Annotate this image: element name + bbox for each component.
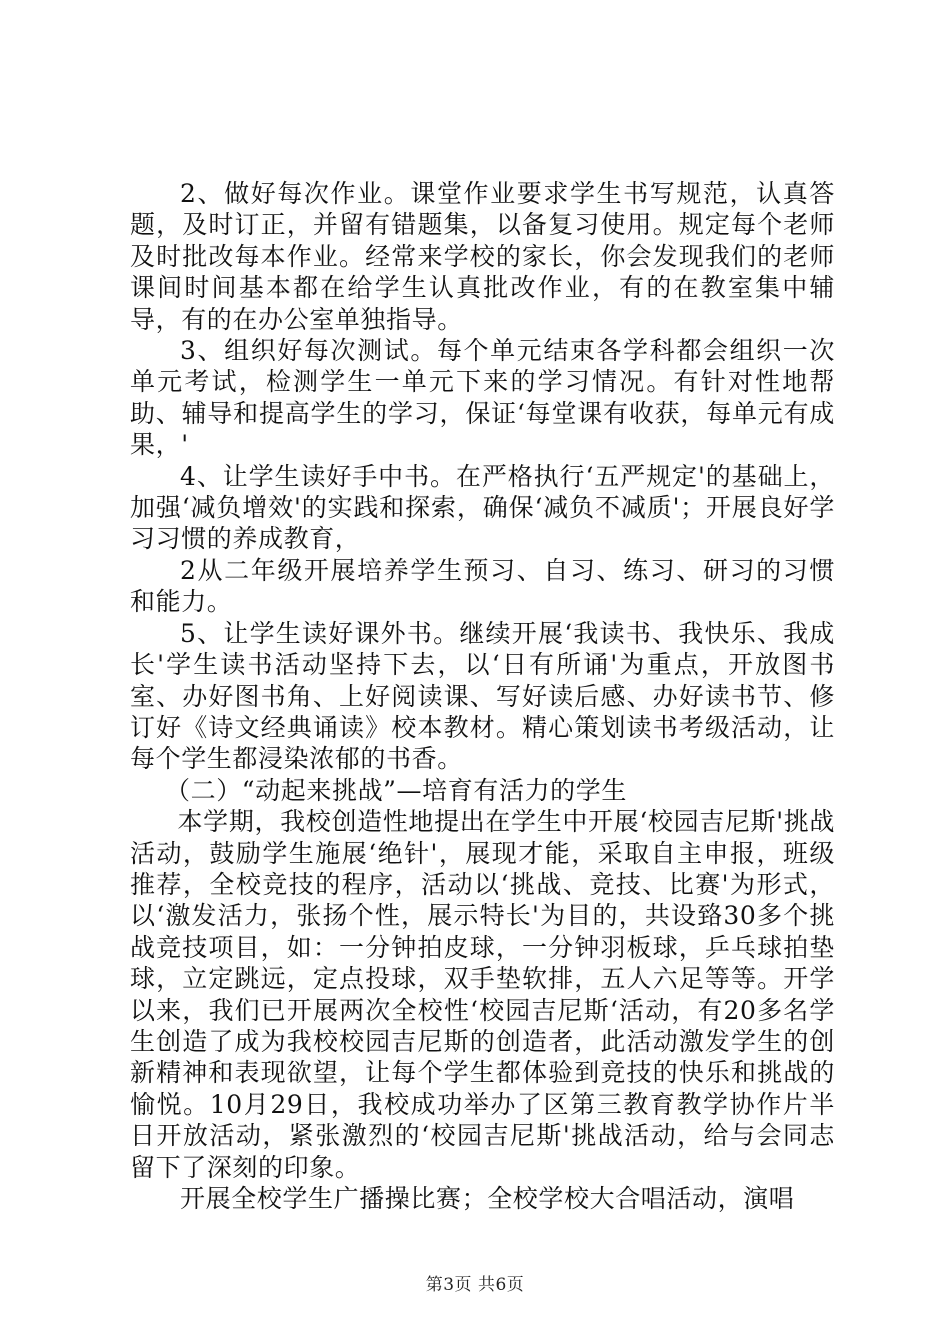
paragraph-tests: 3、组织好每次测试。每个单元结束各学科都会组织一次单元考试，检测学生一单元下来的学习情况。有针对性地帮助、辅导和提高学生的学习，保证‘每堂课有收获，每单元有成果，' bbox=[130, 336, 835, 460]
paragraph-reading-textbooks: 4、让学生读好手中书。在严格执行‘五严规定'的基础上，加强‘减负增效'的实践和探索，确保‘减负不减质'；开展良好学习习惯的养成教育， bbox=[130, 461, 835, 554]
page-number-footer: 第3页 共6页 bbox=[425, 1275, 525, 1295]
paragraph-extracurricular-reading: 5、让学生读好课外书。继续开展‘我读书、我快乐、我成长'学生读书活动坚持下去，以‘日有所诵'为重点，开放图书室、办好图书角、上好阅读课、写好读后感、办好读书节、修订好《诗文经典诵读》校本教材。精心策划读书考级活动，让每个学生都浸染浓郁的书香。 bbox=[130, 618, 835, 774]
paragraph-activities: 开展全校学生广播操比赛；全校学校大合唱活动，演唱 bbox=[180, 1184, 795, 1213]
paragraph-homework: 2、做好每次作业。课堂作业要求学生书写规范，认真答题，及时订正，并留有错题集，以备复习使用。规定每个老师及时批改每本作业。经常来学校的家长，你会发现我们的老师课间时间基本都在给学生认真批改作业，有的在教室集中辅导，有的在办公室单独指导。 bbox=[130, 179, 835, 334]
document-body bbox=[130, 178, 835, 1214]
section-heading: （二）“动起来挑战”—培育有活力的学生 bbox=[165, 775, 627, 805]
paragraph-study-habits: 2从二年级开展培养学生预习、自习、练习、研习的习惯和能力。 bbox=[130, 555, 835, 617]
paragraph-guinness-challenge: 本学期，我校创造性地提出在学生中开展‘校园吉尼斯'挑战活动，鼓励学生施展‘绝针'，展现才能，采取自主申报，班级推荐，全校竞技的程序，活动以‘挑战、竞技、比赛'为形式，以‘激发活力，张扬个性，展示特长'为目的，共设臵30多个挑战竞技项目，如：一分钟拍皮球，一分钟羽板球，乒乓球拍垫球，立定跳远，定点投球，双手垫软排，五人六足等等。开学以来，我们已开展两次全校性‘校园吉尼斯‘活动，有20多名学生创造了成为我校校园吉尼斯的创造者，此活动激发学生的创新精神和表现欲望，让每个学生都体验到竞技的快乐和挑战的愉悦。10月29日，我校成功举办了区第三教育教学协作片半日开放活动，紧张激烈的‘校园吉尼斯'挑战活动，给与会同志留下了深刻的印象。 bbox=[130, 807, 835, 1182]
